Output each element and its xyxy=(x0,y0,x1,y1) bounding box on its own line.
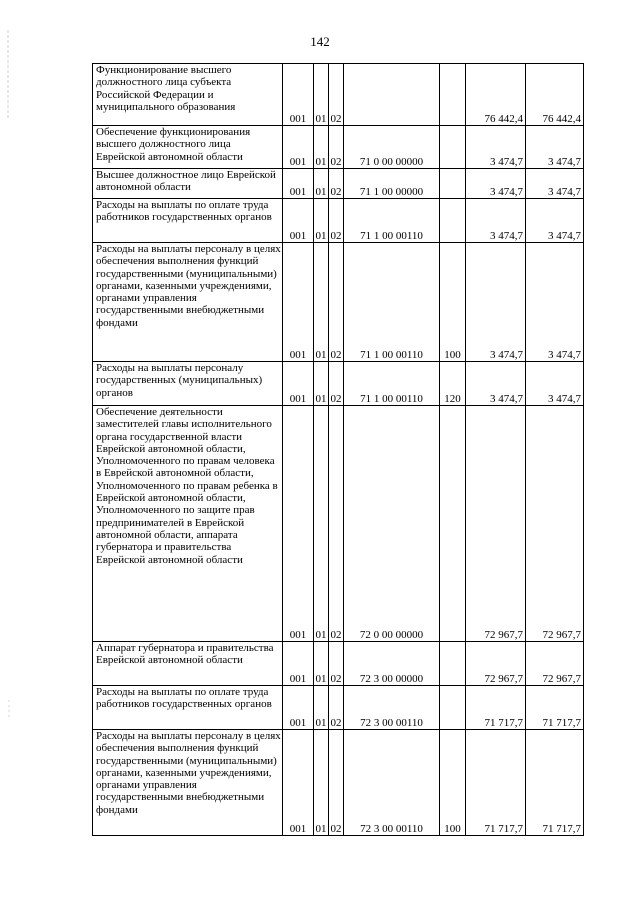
section-code: 01 xyxy=(314,362,329,406)
subsection-code: 02 xyxy=(329,169,344,199)
amount-1: 72 967,7 xyxy=(466,406,526,642)
target-article-code: 71 1 00 00110 xyxy=(344,199,440,243)
amount-2: 3 474,7 xyxy=(526,169,584,199)
expense-type-code xyxy=(440,169,466,199)
amount-1: 3 474,7 xyxy=(466,362,526,406)
row-name: Обеспечение деятельности заместителей главы исполнительного органа государственной власти Еврейской автономной области, Уполномоченного по правам человека в Еврейской автономной области, Уполномоченного по правам ребенка в Еврейской автономной области, Уполномоченного по защите прав предпринимателей в Еврейской автономной области, аппарата губернатора и правительства Еврейской автономной области xyxy=(93,406,283,642)
row-name: Расходы на выплаты по оплате труда работников государственных органов xyxy=(93,199,283,243)
row-name: Расходы на выплаты по оплате труда работников государственных органов xyxy=(93,686,283,730)
table-row xyxy=(93,199,584,243)
ved-code: 001 xyxy=(283,64,314,126)
ved-code: 001 xyxy=(283,199,314,243)
table-row xyxy=(93,686,584,730)
section-code: 01 xyxy=(314,642,329,686)
page-number: 142 xyxy=(310,34,330,49)
ved-code: 001 xyxy=(283,169,314,199)
expense-type-code: 100 xyxy=(440,243,466,362)
subsection-code: 02 xyxy=(329,64,344,126)
row-name: Расходы на выплаты персоналу в целях обеспечения выполнения функций государственными (муниципальными) органами, казенными учреждениями, органами управления государственными внебюджетными фондами xyxy=(93,730,283,836)
ved-code: 001 xyxy=(283,686,314,730)
ved-code: 001 xyxy=(283,243,314,362)
subsection-code: 02 xyxy=(329,730,344,836)
target-article-code: 72 3 00 00110 xyxy=(344,686,440,730)
target-article-code: 72 3 00 00110 xyxy=(344,730,440,836)
ved-code: 001 xyxy=(283,730,314,836)
expense-type-code xyxy=(440,126,466,169)
row-name: Функционирование высшего должностного лица субъекта Российской Федерации и муниципального образования xyxy=(93,64,283,126)
section-code: 01 xyxy=(314,169,329,199)
amount-1: 71 717,7 xyxy=(466,686,526,730)
amount-2: 76 442,4 xyxy=(526,64,584,126)
expense-type-code xyxy=(440,686,466,730)
scan-artifact-icon xyxy=(8,700,11,720)
target-article-code: 72 3 00 00000 xyxy=(344,642,440,686)
section-code: 01 xyxy=(314,199,329,243)
target-article-code: 71 1 00 00110 xyxy=(344,243,440,362)
amount-2: 3 474,7 xyxy=(526,199,584,243)
ved-code: 001 xyxy=(283,126,314,169)
ved-code: 001 xyxy=(283,642,314,686)
amount-1: 72 967,7 xyxy=(466,642,526,686)
amount-1: 3 474,7 xyxy=(466,126,526,169)
amount-2: 72 967,7 xyxy=(526,642,584,686)
target-article-code: 71 0 00 00000 xyxy=(344,126,440,169)
amount-1: 76 442,4 xyxy=(466,64,526,126)
section-code: 01 xyxy=(314,64,329,126)
target-article-code: 72 0 00 00000 xyxy=(344,406,440,642)
subsection-code: 02 xyxy=(329,686,344,730)
amount-2: 71 717,7 xyxy=(526,730,584,836)
amount-1: 71 717,7 xyxy=(466,730,526,836)
table-row xyxy=(93,406,584,642)
expense-type-code: 120 xyxy=(440,362,466,406)
table-row xyxy=(93,64,584,126)
subsection-code: 02 xyxy=(329,642,344,686)
expense-type-code xyxy=(440,199,466,243)
ved-code: 001 xyxy=(283,406,314,642)
target-article-code xyxy=(344,64,440,126)
amount-1: 3 474,7 xyxy=(466,199,526,243)
scan-artifact-icon xyxy=(4,30,12,120)
amount-2: 3 474,7 xyxy=(526,243,584,362)
subsection-code: 02 xyxy=(329,199,344,243)
table-row xyxy=(93,169,584,199)
expense-type-code: 100 xyxy=(440,730,466,836)
budget-table xyxy=(92,63,584,836)
section-code: 01 xyxy=(314,243,329,362)
table-row xyxy=(93,126,584,169)
table-row xyxy=(93,243,584,362)
expense-type-code xyxy=(440,64,466,126)
subsection-code: 02 xyxy=(329,243,344,362)
subsection-code: 02 xyxy=(329,406,344,642)
table-row xyxy=(93,642,584,686)
ved-code: 001 xyxy=(283,362,314,406)
subsection-code: 02 xyxy=(329,362,344,406)
section-code: 01 xyxy=(314,126,329,169)
table-row xyxy=(93,362,584,406)
section-code: 01 xyxy=(314,730,329,836)
expense-type-code xyxy=(440,406,466,642)
expense-type-code xyxy=(440,642,466,686)
row-name: Расходы на выплаты персоналу в целях обеспечения выполнения функций государственными (муниципальными) органами, казенными учреждениями, органами управления государственными внебюджетными фондами xyxy=(93,243,283,362)
section-code: 01 xyxy=(314,686,329,730)
target-article-code: 71 1 00 00000 xyxy=(344,169,440,199)
row-name: Расходы на выплаты персоналу государственных (муниципальных) органов xyxy=(93,362,283,406)
section-code: 01 xyxy=(314,406,329,642)
row-name: Высшее должностное лицо Еврейской автономной области xyxy=(93,169,283,199)
row-name: Аппарат губернатора и правительства Еврейской автономной области xyxy=(93,642,283,686)
amount-2: 71 717,7 xyxy=(526,686,584,730)
row-name: Обеспечение функционирования высшего должностного лица Еврейской автономной области xyxy=(93,126,283,169)
subsection-code: 02 xyxy=(329,126,344,169)
target-article-code: 71 1 00 00110 xyxy=(344,362,440,406)
amount-1: 3 474,7 xyxy=(466,243,526,362)
table-row xyxy=(93,730,584,836)
amount-2: 3 474,7 xyxy=(526,362,584,406)
amount-2: 72 967,7 xyxy=(526,406,584,642)
amount-1: 3 474,7 xyxy=(466,169,526,199)
amount-2: 3 474,7 xyxy=(526,126,584,169)
